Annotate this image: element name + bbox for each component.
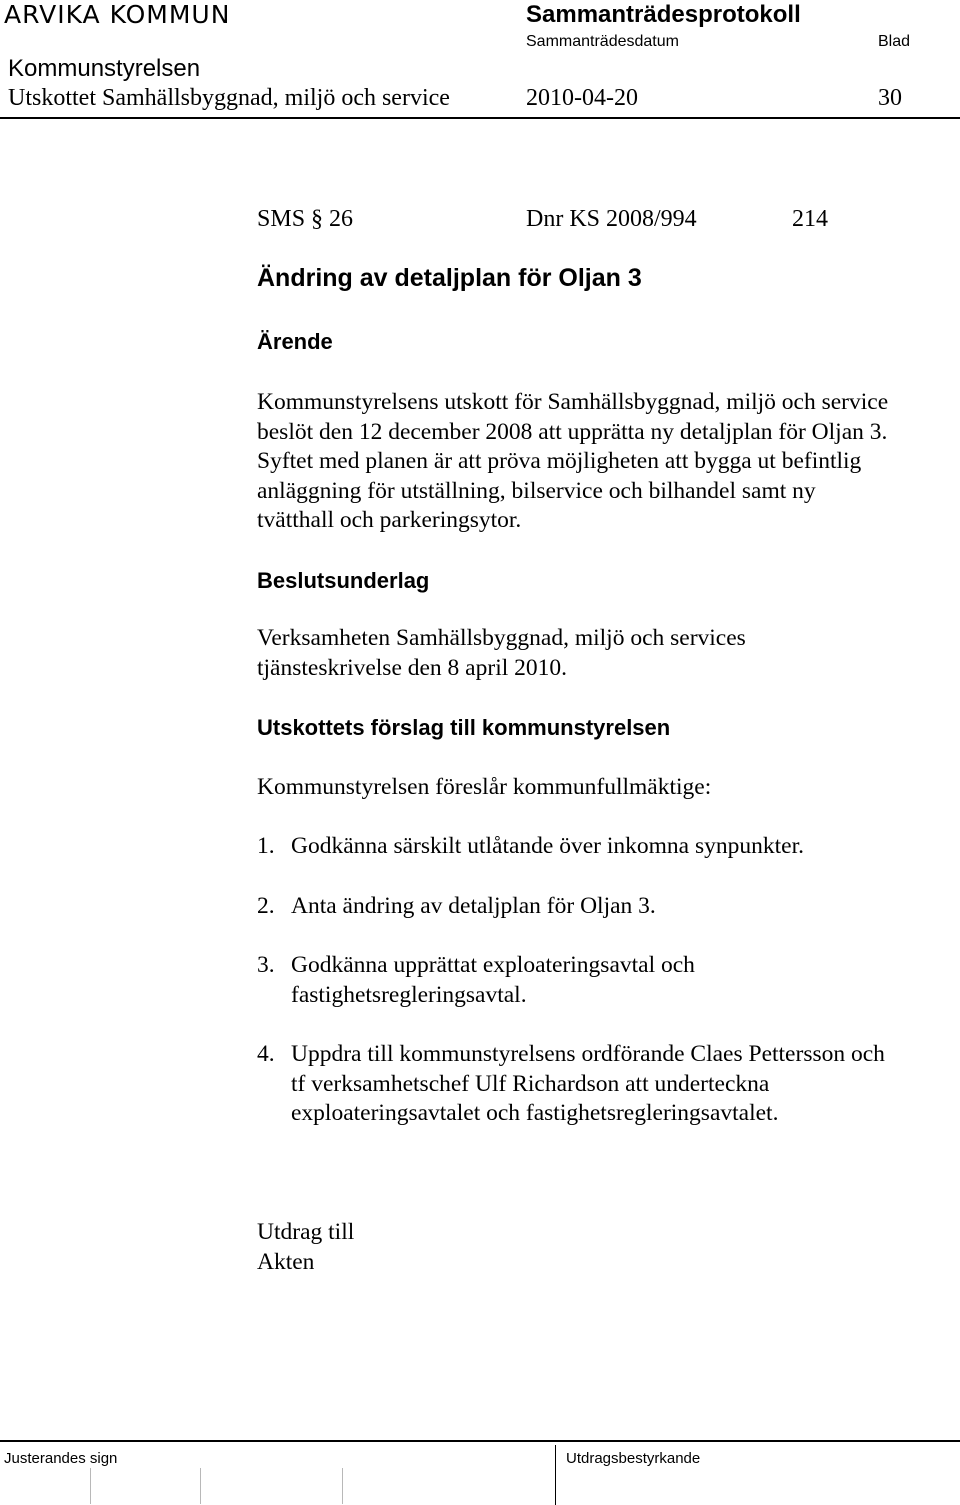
governing-body: Kommunstyrelsen [8,55,201,82]
case-title: Ändring av detaljplan för Oljan 3 [257,264,642,292]
beslutsunderlag-paragraph [257,624,957,683]
footer-column-divider [555,1445,556,1505]
meeting-date: 2010-04-20 [526,85,638,111]
footer-divider [0,1440,960,1442]
beslutsunderlag-line: Verksamheten Samhällsbyggnad, miljö och services [257,625,746,651]
list-item-line: Godkänna särskilt utlåtande över inkomna synpunkter. [291,833,804,859]
header-divider [0,117,960,119]
case-code: SMS § 26 [257,206,354,232]
list-item-text [291,951,695,1010]
arende-line: Kommunstyrelsens utskott för Samhällsbyggnad, miljö och service [257,389,889,415]
arende-line: tvätthall och parkeringsytor. [257,507,522,533]
section-heading-beslutsunderlag: Beslutsunderlag [257,568,430,593]
list-item-line: Uppdra till kommunstyrelsens ordförande Claes Pettersson och [291,1041,885,1067]
forslag-intro: Kommunstyrelsen föreslår kommunfullmäktige: [257,774,712,800]
document-type: Sammanträdesprotokoll [526,1,801,28]
list-item-text [291,1040,885,1129]
list-item-line: tf verksamhetschef Ulf Richardson att underteckna [291,1070,770,1097]
committee-name: Utskottet Samhällsbyggnad, miljö och service [8,85,450,111]
beslutsunderlag-line: tjänsteskrivelse den 8 april 2010. [257,654,567,681]
arende-paragraph [257,388,957,536]
page-label: Blad [878,33,911,50]
page-number: 30 [878,85,902,111]
list-item-text [291,892,656,922]
list-item-text [291,832,804,862]
arende-line: beslöt den 12 december 2008 att upprätta ny detaljplan för Oljan 3. [257,418,888,445]
list-item-line: Anta ändring av detaljplan för Oljan 3. [291,893,656,919]
arende-line: anläggning för utställning, bilservice och bilhandel samt ny [257,477,816,504]
signature-label: Justerandes sign [4,1450,118,1467]
case-dnr: Dnr KS 2008/994 [526,206,697,232]
signature-box-divider [200,1468,201,1504]
list-item-line: Godkänna upprättat exploateringsavtal och [291,952,695,978]
organization-name: ARVIKA KOMMUN [4,0,231,29]
case-page: 214 [792,206,828,232]
distribution-list [257,1218,957,1277]
list-item-number: 1. [257,833,275,859]
distribution-line: Utdrag till [257,1219,355,1245]
certification-label: Utdragsbestyrkande [566,1450,701,1467]
list-item-number: 3. [257,952,275,978]
list-item-line: exploateringsavtalet och fastighetsregleringsavtalet. [291,1100,779,1126]
section-heading-arende: Ärende [257,329,333,354]
list-item-line: fastighetsregleringsavtal. [291,981,527,1008]
signature-box-divider [90,1468,91,1504]
distribution-line: Akten [257,1248,315,1275]
arende-line: Syftet med planen är att pröva möjligheten att bygga ut befintlig [257,448,862,474]
list-item-number: 4. [257,1041,275,1067]
section-heading-forslag: Utskottets förslag till kommunstyrelsen [257,715,671,740]
list-item-number: 2. [257,893,275,919]
meeting-date-label: Sammanträdesdatum [526,33,679,50]
signature-box-divider [342,1468,343,1504]
